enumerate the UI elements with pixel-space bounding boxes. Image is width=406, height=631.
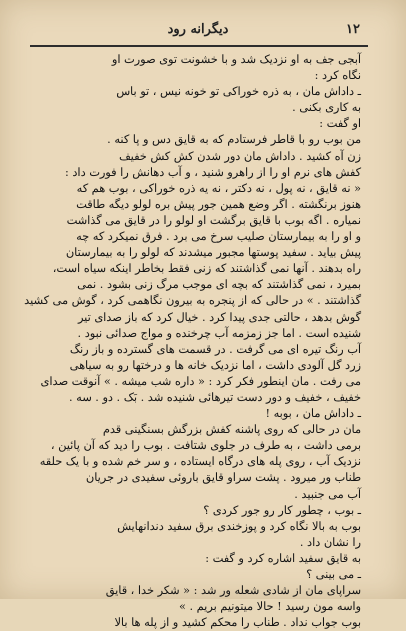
text-line: ـ می بینی ؟: [306, 568, 361, 581]
text-line: خفیف ، خفیف و دور دست تیرهائی شنیده شد . بَک . دو . سه .: [69, 390, 361, 404]
text-line: او گفت :: [319, 117, 361, 131]
text-line: برمی داشت ، به طرف در جلوی شتافت . بوب را دید که آن پائین ،: [50, 439, 361, 453]
text-line: ـ داداش مان ، به ذره خوراکی تو خونه نیس ، تو باس: [116, 85, 361, 99]
text-line: ـ داداش مان ، بوبه !: [265, 407, 361, 421]
text-line: به قایق سفید اشاره کرد و گفت :: [205, 551, 361, 565]
text-line: نزدیک آب ، روی پله های درگاه ایستاده ، و سر خم شده و با یک حلقه: [39, 455, 361, 469]
text-line: بمیرد ، نمی گذاشتند که بچه ای موجب مرگ زنی بشود . نمی: [77, 278, 361, 292]
text-line: آب می جنبید .: [294, 487, 361, 501]
text-line: سراپای مان از شادی شعله ور شد : « شکر خدا ، قایق: [105, 584, 361, 598]
header-rule: [30, 45, 368, 47]
text-line: زن آه کشید . داداش مان دور شدن کش کش خفیف: [118, 149, 361, 163]
text-line: من بوب رو با قاطر فرستادم که به قایق دس و پا کنه .: [107, 133, 361, 147]
running-title: دیگرانه رود: [167, 22, 229, 37]
page-body-text: [24, 52, 361, 630]
text-line: بوب جواب نداد . طناب را محکم کشید و از پله ها بالا: [114, 616, 361, 630]
text-line: به کاری بکنی .: [292, 101, 361, 115]
text-line: نگاه کرد :: [314, 69, 361, 83]
text-line: نمیاره . اگه بوب با قایق برگشت او لولو را در قایق می گذاشت: [66, 213, 361, 227]
text-line: کفش های نرم او را از راهرو شنید ، و آب دهانش را فورت داد :: [65, 165, 361, 179]
text-line: ـ بوب ، چطور کار رو جور کردی ؟: [203, 503, 361, 517]
text-line: طناب ور میرود . پشت سراو قایق باروئی سفیدی در جریان: [85, 471, 361, 485]
text-line: و او را به بیمارستان صلیب سرخ می برد . فرق نمیکرد که چه: [76, 230, 361, 244]
page-header: [30, 22, 366, 44]
text-line: بوب به بالا نگاه کرد و پوزخندی برق سفید دندانهایش: [117, 519, 361, 533]
page-number: ۱۲: [346, 22, 360, 37]
text-line: زرد گل آلودی داشت ، اما نزدیک خانه ها و درختها رو به سیاهی: [69, 358, 361, 372]
text-line: می رفت . مان اینطور فکر کرد : « داره شب میشه . » آنوقت صدای: [40, 374, 361, 388]
text-line: گوش بدهد ، حالتی جدی پیدا کرد . خیال کرد که باز صدای تیر: [77, 310, 361, 324]
text-line: آبجی جف به او نزدیک شد و با خشونت توی صورت او: [111, 53, 361, 66]
text-line: راه بدهند . آنها نمی گذاشتند که زنی فقط بخاطر اینکه سیاه است،: [52, 262, 361, 276]
text-line: « نه قایق ، نه پول ، نه دکتر ، نه یه ذره خوراکی ، بوب هم که: [76, 181, 361, 195]
text-line: را نشان داد .: [299, 535, 361, 549]
text-line: مان در حالی که روی پاشنه کفش بزرگش بسنگینی قدم: [102, 423, 361, 437]
text-line: آب رنگ تیره ای می گرفت . در قسمت های گسترده و باز رنگ: [69, 342, 361, 356]
text-line: هنوز برنگشته . اگر وضع همین جور پیش بره لولو دیگه طاقت: [76, 197, 361, 211]
text-line: پیش بیاید . سفید پوستها مجبور میشدند که لولو را به بیمارستان: [65, 246, 361, 260]
text-line: گذاشتند . » در حالی که از پنجره به بیرون نگاهمی کرد ، گوش می کشید: [24, 294, 361, 308]
text-line: واسه مون رسید ! حالا میتونیم بریم . »: [178, 600, 361, 614]
text-line: شنیده است . اما جز زمزمه آب چرخنده و مواج صدائی نبود .: [77, 326, 361, 340]
